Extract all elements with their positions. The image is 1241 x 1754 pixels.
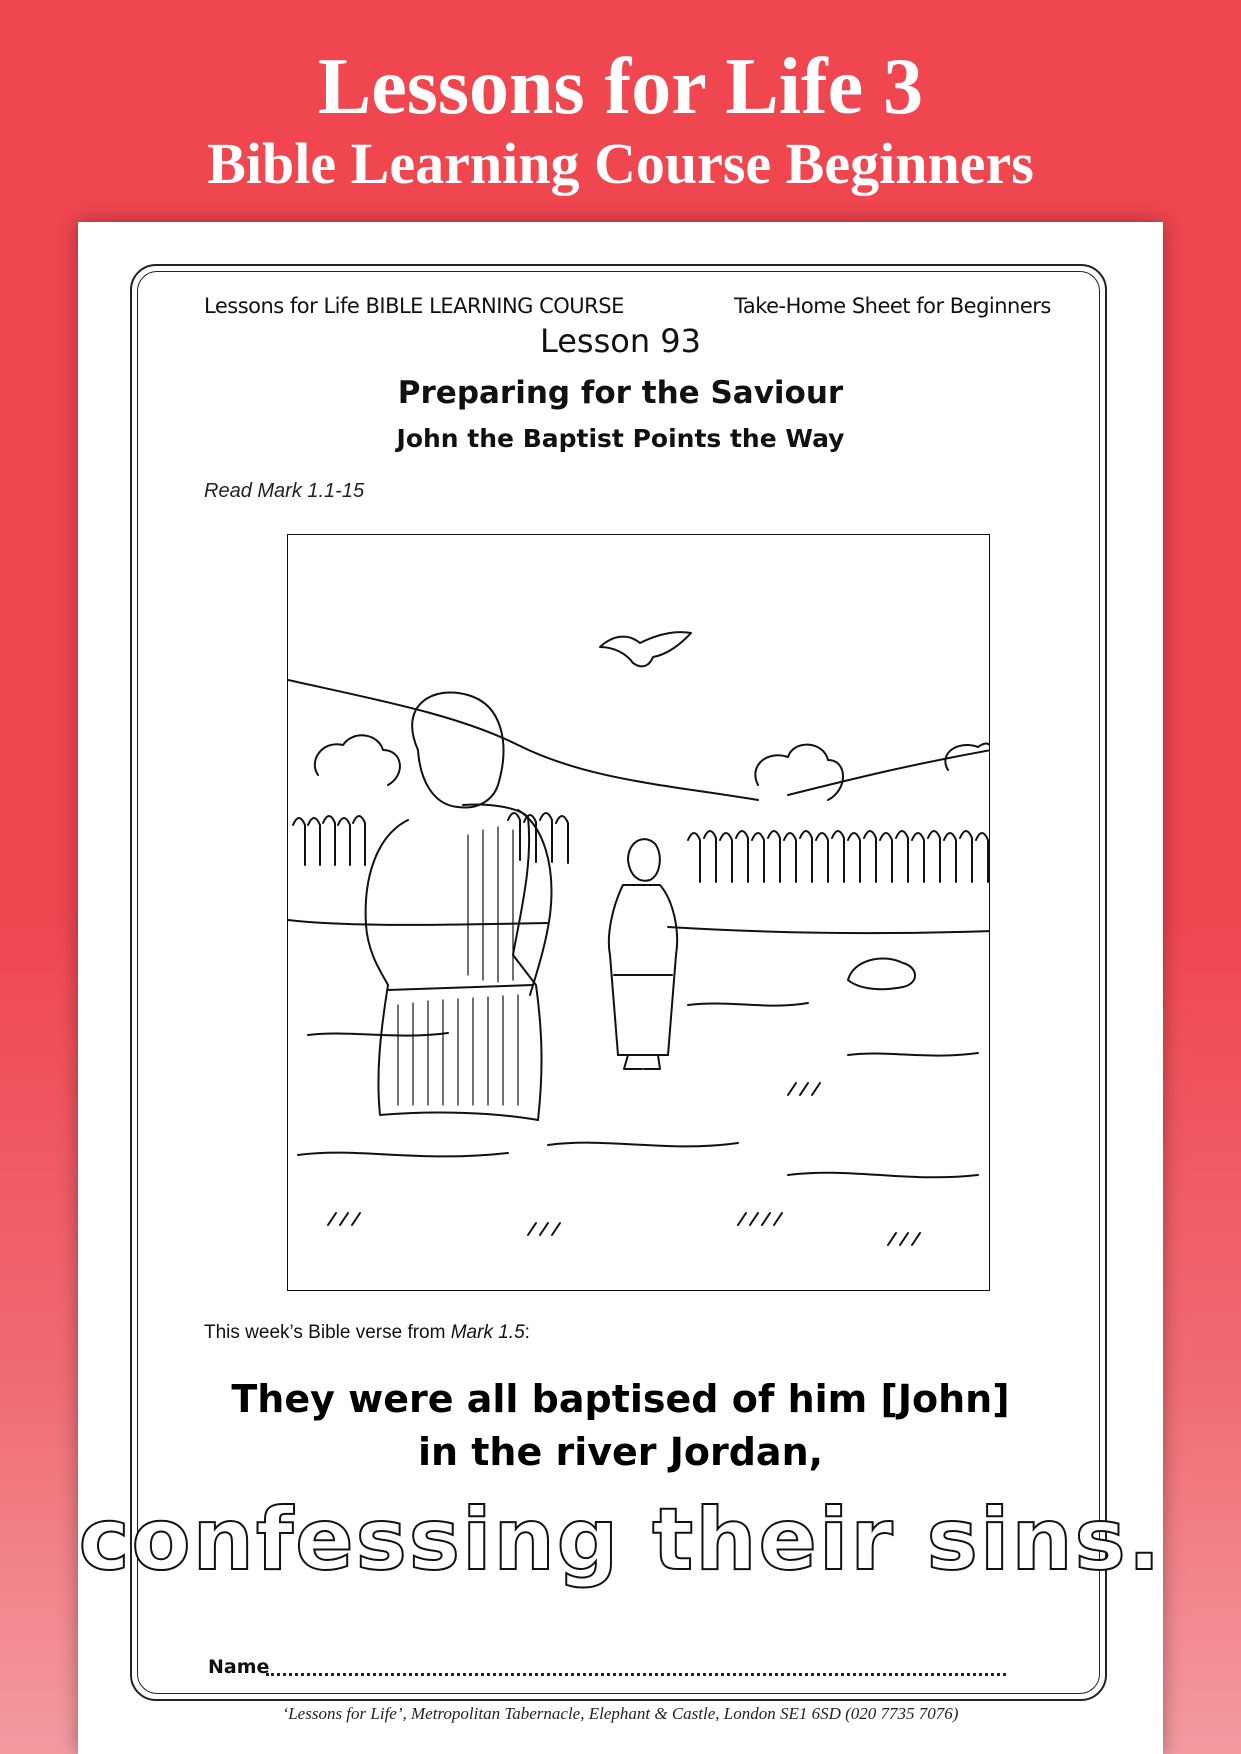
name-label: Name: [208, 1656, 270, 1678]
verse-line-2: in the river Jordan,: [417, 1430, 824, 1474]
publisher-footer: ‘Lessons for Life’, Metropolitan Tabernacle, Elephant & Castle, London SE1 6SD (020 7735 7076): [282, 1704, 959, 1723]
banner-subtitle: Bible Learning Course Beginners: [207, 131, 1034, 196]
verse-line-1: They were all baptised of him [John]: [231, 1377, 1010, 1421]
lesson-number: Lesson 93: [539, 322, 702, 360]
banner-title: Lessons for Life 3: [317, 43, 924, 131]
lesson-title: Preparing for the Saviour: [397, 375, 844, 411]
verse-reference: Mark 1.5: [450, 1322, 525, 1343]
course-name: Lessons for Life BIBLE LEARNING COURSE: [204, 294, 624, 318]
colouring-illustration: [287, 534, 990, 1291]
verse-intro: This week’s Bible verse from Mark 1.5:: [204, 1322, 530, 1343]
lesson-subtitle: John the Baptist Points the Way: [396, 424, 845, 453]
take-home-sheet: [78, 222, 1163, 1754]
name-field[interactable]: [266, 1673, 1006, 1676]
verse-outline-text: confessing their sins.: [78, 1490, 1163, 1590]
reading-reference: Read Mark 1.1-15: [204, 480, 365, 502]
sheet-type: Take-Home Sheet for Beginners: [734, 294, 1051, 318]
